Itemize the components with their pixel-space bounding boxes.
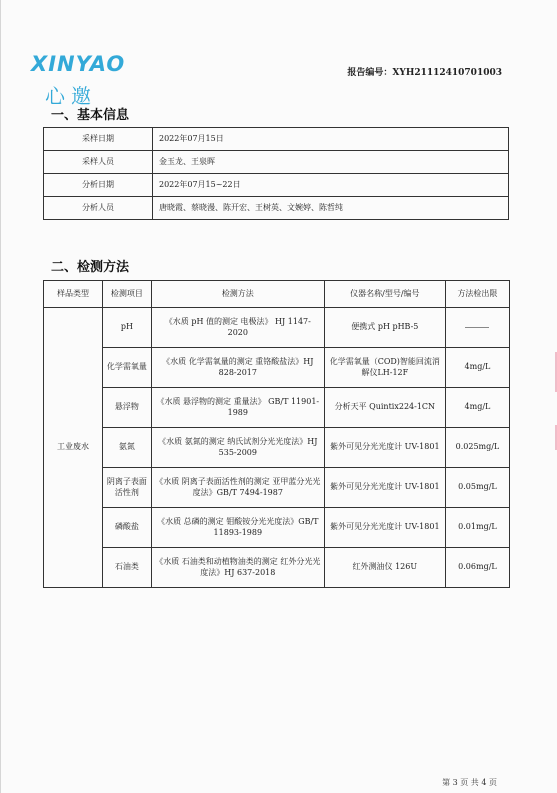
company-logo: XINYAO [31,52,126,76]
test-item: pH [103,308,152,348]
test-method: 《水质 总磷的测定 钼酸铵分光光度法》GB/T 11893-1989 [151,508,324,548]
table-row [44,428,510,468]
info-value: 金玉龙、王泉晖 [153,151,509,174]
test-method: 《水质 化学需氧量的测定 重铬酸盐法》HJ 828-2017 [151,348,324,388]
company-logo-cn: 心邀 [45,84,97,108]
methods-table [43,280,510,588]
info-value: 2022年07月15~22日 [153,174,509,197]
column-header: 方法检出限 [445,281,509,308]
instrument: 紫外可见分光光度计 UV-1801 [324,428,445,468]
instrument: 紫外可见分光光度计 UV-1801 [324,468,445,508]
detection-limit-cell [445,308,509,348]
table-row [44,468,510,508]
table-row [44,151,509,174]
seal-stamp-edge [541,352,557,392]
detection-limit: 0.01mg/L [445,508,509,548]
page-number: 第 3 页 共 4 页 [442,778,497,787]
table-row [44,508,510,548]
test-item: 阴离子表面活性剂 [103,468,152,508]
test-method: 《水质 pH 值的测定 电极法》 HJ 1147-2020 [151,308,324,348]
test-method: 《水质 氨氮的测定 纳氏试剂分光光度法》HJ 535-2009 [151,428,324,468]
instrument: 紫外可见分光光度计 UV-1801 [324,508,445,548]
info-label: 分析日期 [44,174,153,197]
instrument: 便携式 pH pHB-5 [324,308,445,348]
table-row [44,548,510,588]
dash-mark [465,327,489,328]
test-item: 悬浮物 [103,388,152,428]
info-label: 采样日期 [44,128,153,151]
sample-type-cell: 工业废水 [44,308,103,588]
info-value: 2022年07月15日 [153,128,509,151]
table-row [44,348,510,388]
test-item: 氨氮 [103,428,152,468]
test-item: 化学需氧量 [103,348,152,388]
detection-limit: 4mg/L [445,348,509,388]
detection-limit: 0.025mg/L [445,428,509,468]
instrument: 红外测油仪 126U [324,548,445,588]
info-label: 分析人员 [44,197,153,220]
report-number: 报告编号：XYH21112410701003 [347,68,502,78]
table-row [44,388,510,428]
table-row [44,197,509,220]
info-label: 采样人员 [44,151,153,174]
column-header: 检测项目 [103,281,152,308]
test-item: 磷酸盐 [103,508,152,548]
detection-limit: 0.06mg/L [445,548,509,588]
detection-limit: 4mg/L [445,388,509,428]
basic-info-table [43,127,509,220]
table-row [44,174,509,197]
test-method: 《水质 悬浮物的测定 重量法》 GB/T 11901-1989 [151,388,324,428]
table-header-row [44,281,510,308]
test-item: 石油类 [103,548,152,588]
instrument: 化学需氧量（COD)智能回流消解仪LH-12F [324,348,445,388]
column-header: 样品类型 [44,281,103,308]
column-header: 仪器名称/型号/编号 [324,281,445,308]
test-method: 《水质 石油类和动植物油类的测定 红外分光光度法》HJ 637-2018 [151,548,324,588]
detection-limit: 0.05mg/L [445,468,509,508]
section-basic-info-title: 一、基本信息 [51,108,130,123]
column-header: 检测方法 [151,281,324,308]
table-row [44,308,510,348]
info-value: 唐晓霞、蔡晓漫、陈开宏、王树英、文婉婷、陈哲纯 [153,197,509,220]
instrument: 分析天平 Quintix224-1CN [324,388,445,428]
section-methods-title: 二、检测方法 [51,260,130,275]
test-method: 《水质 阴离子表面活性剂的测定 亚甲蓝分光光度法》GB/T 7494-1987 [151,468,324,508]
seal-stamp-edge [541,425,557,450]
table-row [44,128,509,151]
